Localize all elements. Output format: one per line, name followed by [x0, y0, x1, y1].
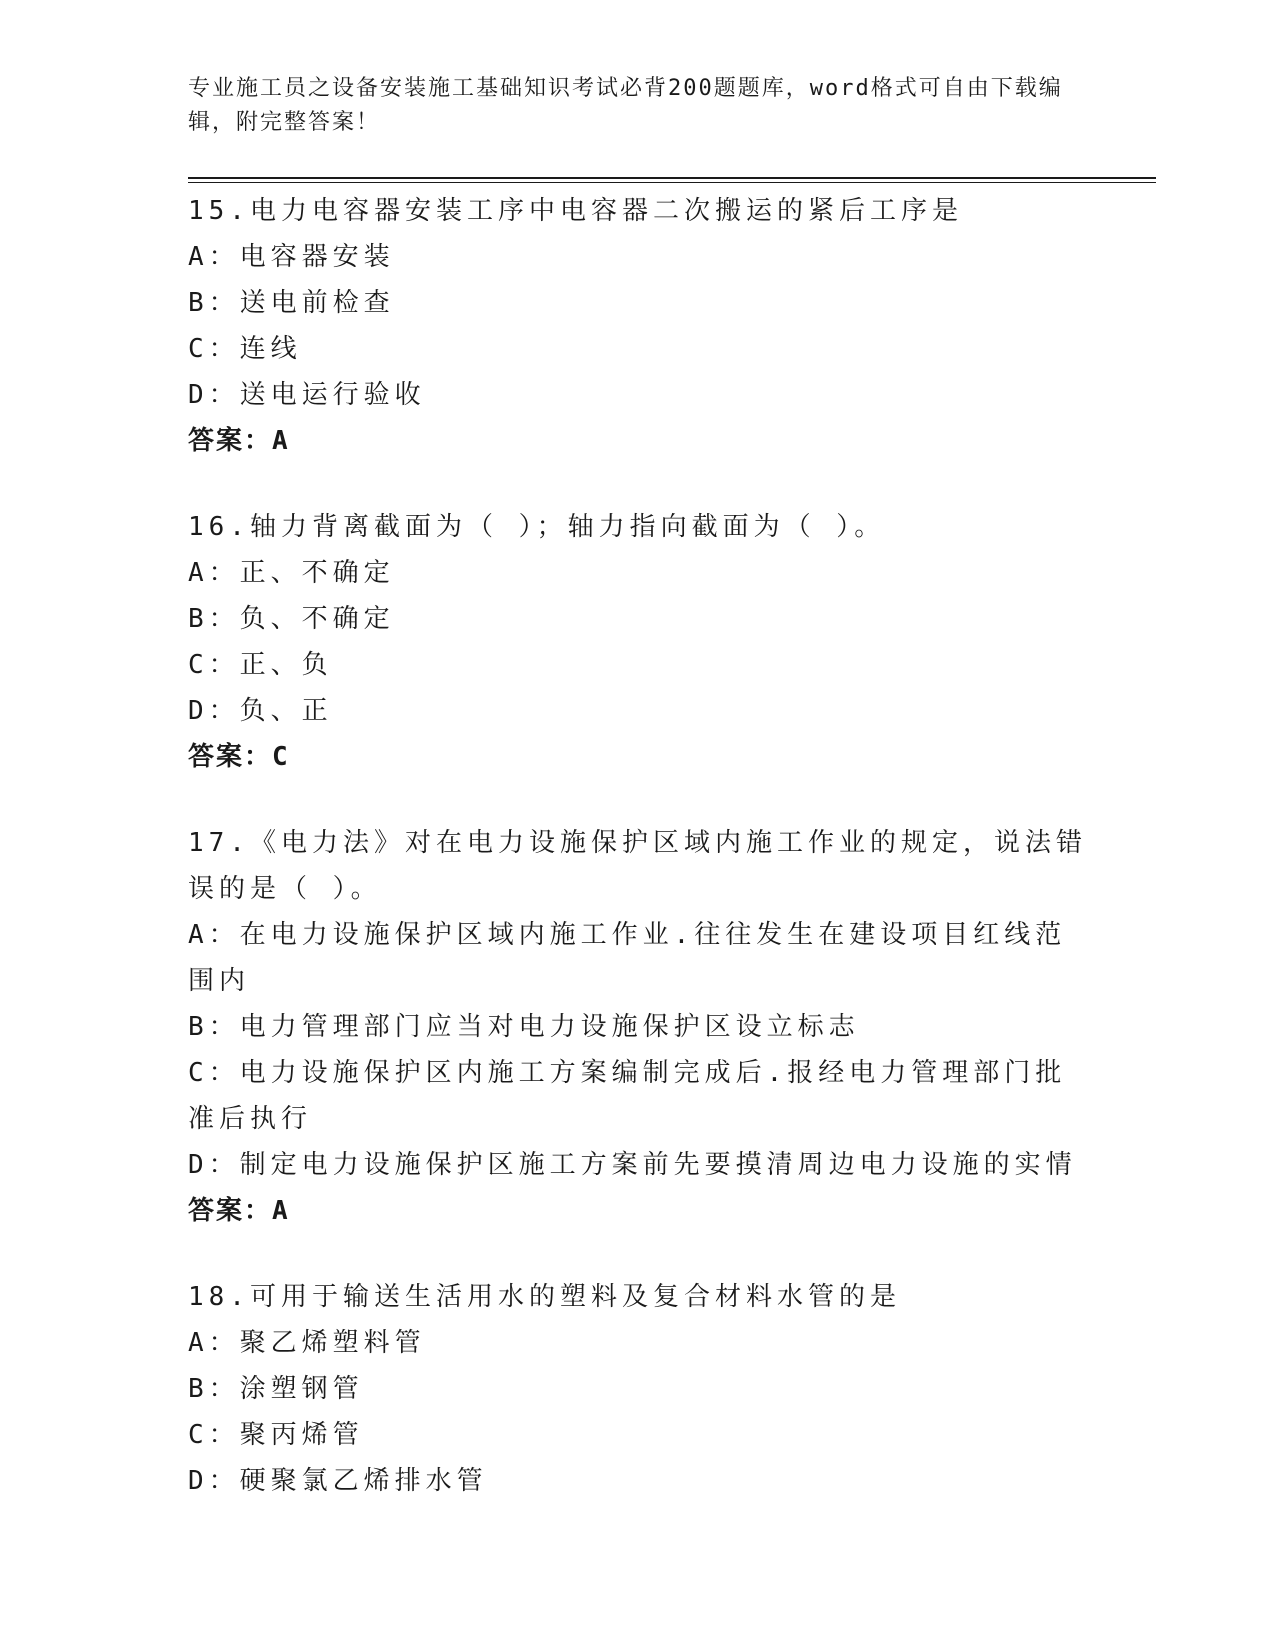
- question-stem: 17.《电力法》对在电力设施保护区域内施工作业的规定，说法错误的是（ ）。: [188, 828, 1087, 904]
- option-d: D：送电运行验收: [188, 380, 426, 410]
- option-c: C：连线: [188, 334, 302, 364]
- answer-label: 答案：A: [188, 426, 290, 456]
- header-intro-text: 专业施工员之设备安装施工基础知识考试必背200题题库，word格式可自由下载编辑，附完整答案！: [188, 76, 1063, 135]
- document-header: [188, 72, 1088, 140]
- option-d: D：制定电力设施保护区施工方案前先要摸清周边电力设施的实情: [188, 1150, 1077, 1180]
- header-divider-thick: [188, 177, 1156, 179]
- question-18: [188, 1274, 1088, 1504]
- option-d: D：负、正: [188, 696, 333, 726]
- question-list: [188, 188, 1088, 1544]
- answer-label: 答案：A: [188, 1196, 290, 1226]
- option-a: A：电容器安装: [188, 242, 395, 272]
- answer-label: 答案：C: [188, 742, 290, 772]
- option-a: A：聚乙烯塑料管: [188, 1328, 426, 1358]
- option-b: B：负、不确定: [188, 604, 395, 634]
- option-a: A：在电力设施保护区域内施工作业.往往发生在建设项目红线范围内: [188, 920, 1067, 996]
- option-c: C：聚丙烯管: [188, 1420, 364, 1450]
- option-b: B：送电前检查: [188, 288, 395, 318]
- option-b: B：电力管理部门应当对电力设施保护区设立标志: [188, 1012, 860, 1042]
- option-a: A：正、不确定: [188, 558, 395, 588]
- question-stem: 16.轴力背离截面为（ ）；轴力指向截面为（ ）。: [188, 512, 886, 542]
- option-c: C：电力设施保护区内施工方案编制完成后.报经电力管理部门批准后执行: [188, 1058, 1067, 1134]
- question-16: [188, 504, 1088, 780]
- option-b: B：涂塑钢管: [188, 1374, 364, 1404]
- option-d: D：硬聚氯乙烯排水管: [188, 1466, 488, 1496]
- question-stem: 15.电力电容器安装工序中电容器二次搬运的紧后工序是: [188, 196, 963, 226]
- option-c: C：正、负: [188, 650, 333, 680]
- question-stem: 18.可用于输送生活用水的塑料及复合材料水管的是: [188, 1282, 901, 1312]
- question-15: [188, 188, 1088, 464]
- header-divider-thin: [188, 182, 1156, 183]
- question-17: [188, 820, 1088, 1234]
